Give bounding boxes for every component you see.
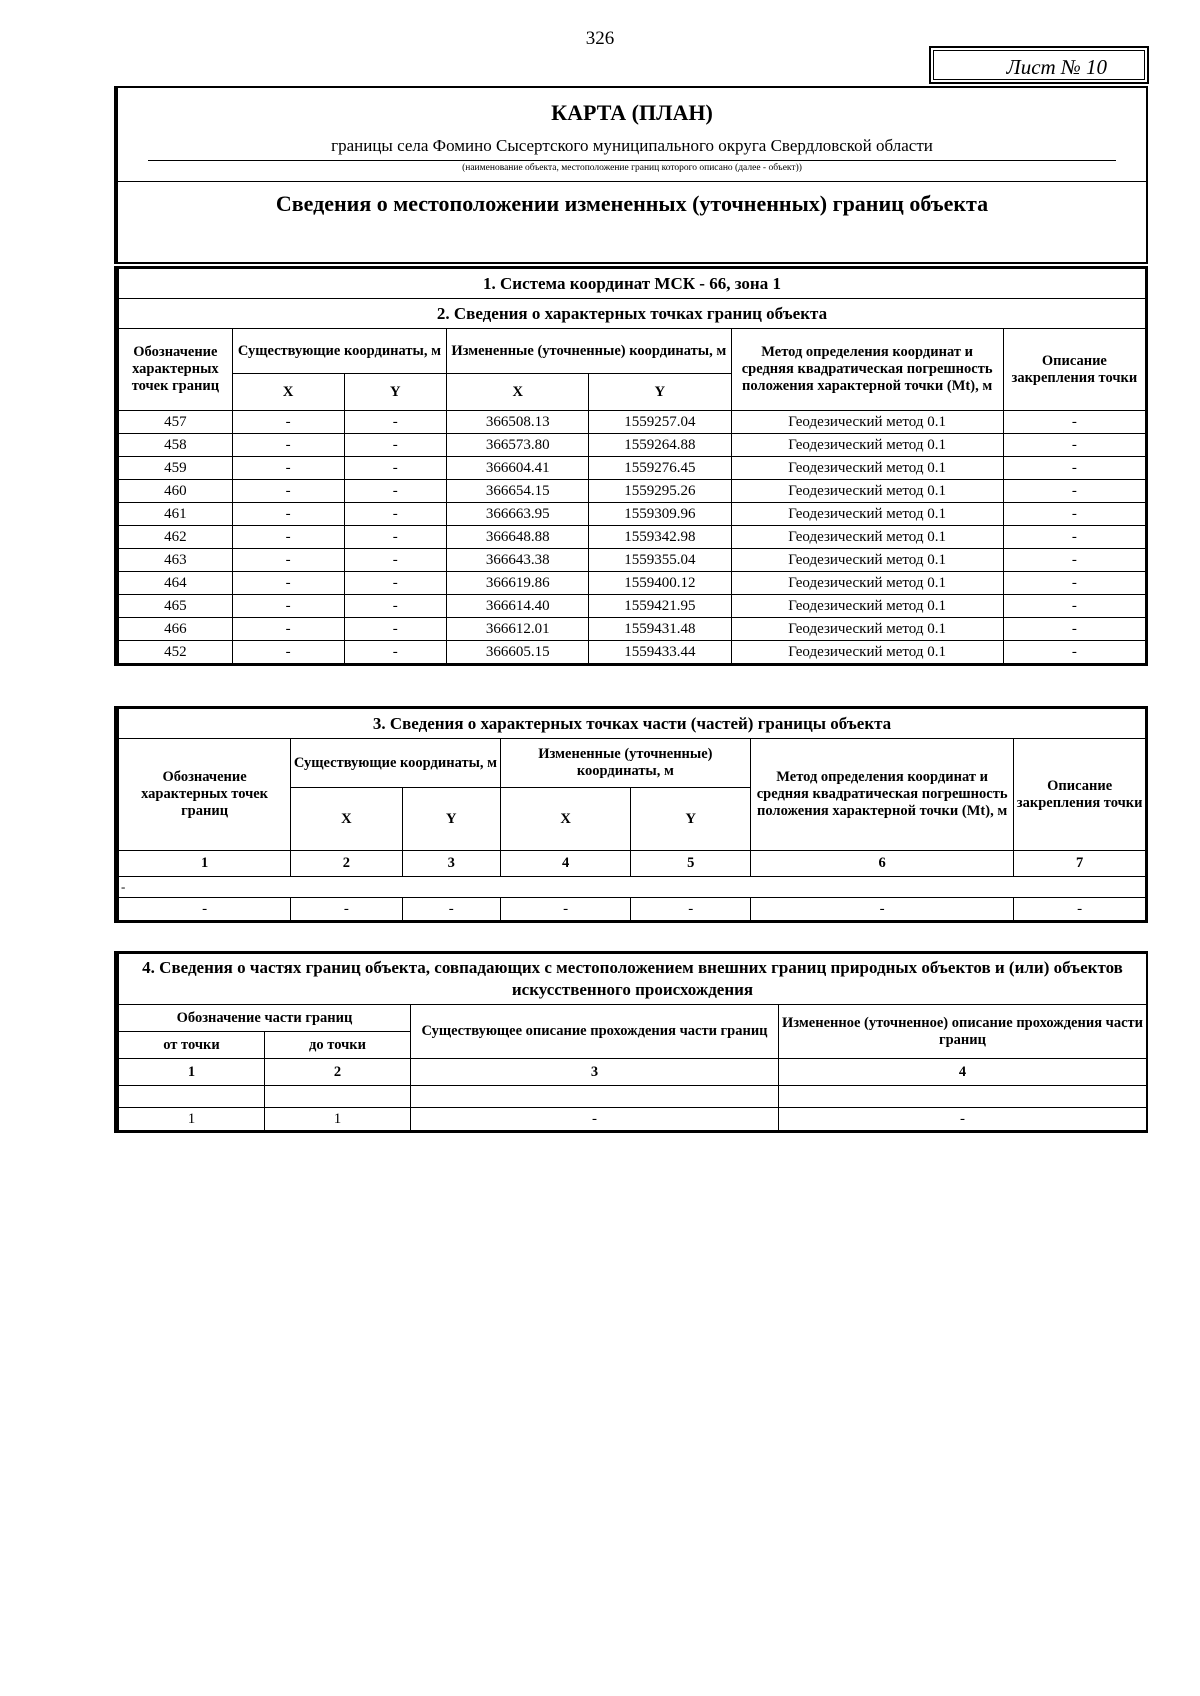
t4-col-changed-header: Измененное (уточненное) описание прохождения части границ [779, 1005, 1147, 1059]
col-existing-x: X [232, 374, 344, 411]
table-cell-y: 1559264.88 [589, 434, 731, 457]
table-row [119, 434, 1146, 457]
col-method-header: Метод определения координат и средняя квадратическая погрешность положения характерной точки (Mt), м [731, 329, 1003, 411]
table-cell-x: 366612.01 [447, 618, 589, 641]
t3-num-4: 4 [500, 851, 631, 877]
t3-num-3: 3 [402, 851, 500, 877]
t3-cell: - [750, 898, 1013, 921]
t3-cell: - [402, 898, 500, 921]
table-row [119, 1108, 1147, 1131]
t4-num-1: 1 [119, 1059, 265, 1086]
table-cell-ey: - [344, 641, 447, 664]
header-separator [118, 181, 1146, 182]
table-cell-ex: - [232, 595, 344, 618]
table-cell-ey: - [344, 434, 447, 457]
t3-part-row [119, 877, 1146, 898]
table-row [119, 457, 1146, 480]
table-cell-ey: - [344, 618, 447, 641]
table3-caption: 3. Сведения о характерных точках части (частей) границы объекта [119, 709, 1146, 739]
table-cell-x: 366604.41 [447, 457, 589, 480]
t4-cell: 1 [265, 1108, 411, 1131]
t4-blank-row [119, 1086, 1147, 1108]
t3-cell: - [119, 898, 291, 921]
object-note: (наименование объекта, местоположение границ которого описано (далее - объект)) [462, 163, 802, 173]
section-title: Сведения о местоположении измененных (уточненных) границ объекта [275, 191, 989, 216]
t3-col-point-header: Обозначение характерных точек границ [119, 739, 291, 851]
col-changed-x: X [447, 374, 589, 411]
table-cell-method: Геодезический метод 0.1 [731, 457, 1003, 480]
table-cell-ex: - [232, 618, 344, 641]
table-cell-ex: - [232, 503, 344, 526]
t4-blank-cell [779, 1086, 1147, 1108]
table-cell-y: 1559295.26 [589, 480, 731, 503]
table-cell-ey: - [344, 503, 447, 526]
table-cell-method: Геодезический метод 0.1 [731, 549, 1003, 572]
t3-col-method-header: Метод определения координат и средняя квадратическая погрешность положения характерной точки (Mt), м [750, 739, 1013, 851]
table-cell-ex: - [232, 641, 344, 664]
table-cell-point: 464 [119, 572, 233, 595]
table-cell-y: 1559342.98 [589, 526, 731, 549]
t4-num-3: 3 [411, 1059, 779, 1086]
t4-number-row [119, 1059, 1147, 1086]
table-caption: 2. Сведения о характерных точках границ объекта [119, 299, 1146, 329]
table-cell-point: 457 [119, 411, 233, 434]
t3-col-changed-header: Измененные (уточненные) координаты, м [500, 739, 750, 788]
table-cell-method: Геодезический метод 0.1 [731, 503, 1003, 526]
t4-cell: 1 [119, 1108, 265, 1131]
table-cell-x: 366573.80 [447, 434, 589, 457]
table-cell-ex: - [232, 411, 344, 434]
t3-cell: - [291, 898, 402, 921]
table-cell-method: Геодезический метод 0.1 [731, 595, 1003, 618]
table-row [119, 549, 1146, 572]
t3-cell: - [500, 898, 631, 921]
table-cell-point: 459 [119, 457, 233, 480]
t4-blank-cell [411, 1086, 779, 1108]
table-cell-ey: - [344, 526, 447, 549]
table-row [119, 526, 1146, 549]
col-changed-header: Измененные (уточненные) координаты, м [447, 329, 731, 374]
col-desc-header: Описание закрепления точки [1003, 329, 1145, 411]
t3-num-6: 6 [750, 851, 1013, 877]
t4-col-part-header: Обозначение части границ [119, 1005, 411, 1032]
table-row [119, 503, 1146, 526]
t4-blank-cell [119, 1086, 265, 1108]
table-row [119, 572, 1146, 595]
t3-col-existing-header: Существующие координаты, м [291, 739, 501, 788]
table-cell-method: Геодезический метод 0.1 [731, 641, 1003, 664]
table-cell-x: 366508.13 [447, 411, 589, 434]
t3-col-desc-header: Описание закрепления точки [1014, 739, 1146, 851]
t3-col-changed-x: X [500, 788, 631, 851]
t3-num-2: 2 [291, 851, 402, 877]
table4-caption: 4. Сведения о частях границ объекта, совпадающих с местоположением внешних границ природных объектов и (или) объектов искусственного происхождения [119, 954, 1147, 1005]
table-row [119, 411, 1146, 434]
table-cell-point: 462 [119, 526, 233, 549]
table-cell-y: 1559309.96 [589, 503, 731, 526]
t3-col-existing-x: X [291, 788, 402, 851]
t4-blank-cell [265, 1086, 411, 1108]
table-cell-x: 366619.86 [447, 572, 589, 595]
sheet-label: Лист № 10 [929, 46, 1149, 84]
t4-num-4: 4 [779, 1059, 1147, 1086]
table-cell-ey: - [344, 411, 447, 434]
object-name: границы села Фомино Сысертского муниципального округа Свердловской области [331, 136, 933, 155]
table-row [119, 641, 1146, 664]
table-cell-point: 460 [119, 480, 233, 503]
table-cell-desc: - [1003, 434, 1145, 457]
table-cell-x: 366648.88 [447, 526, 589, 549]
t3-num-5: 5 [631, 851, 751, 877]
table-row [119, 898, 1146, 921]
col-existing-header: Существующие координаты, м [232, 329, 446, 374]
col-changed-y: Y [589, 374, 731, 411]
table-cell-desc: - [1003, 641, 1145, 664]
t3-col-existing-y: Y [402, 788, 500, 851]
table-cell-point: 458 [119, 434, 233, 457]
table-row [119, 480, 1146, 503]
page-number: 326 [585, 28, 615, 49]
t4-col-existing-header: Существующее описание прохождения части границ [411, 1005, 779, 1059]
table-cell-desc: - [1003, 411, 1145, 434]
table-cell-desc: - [1003, 595, 1145, 618]
table-cell-y: 1559276.45 [589, 457, 731, 480]
natural-boundaries-table [118, 953, 1147, 1131]
table-cell-x: 366643.38 [447, 549, 589, 572]
table-cell-ex: - [232, 434, 344, 457]
col-existing-y: Y [344, 374, 447, 411]
boundary-points-table-block [114, 266, 1148, 666]
table-cell-point: 465 [119, 595, 233, 618]
table-row [119, 595, 1146, 618]
table-cell-x: 366663.95 [447, 503, 589, 526]
table-cell-desc: - [1003, 572, 1145, 595]
t4-cell: - [779, 1108, 1147, 1131]
part-points-table-block [114, 706, 1148, 923]
table-cell-desc: - [1003, 549, 1145, 572]
table-cell-ey: - [344, 457, 447, 480]
table-cell-method: Геодезический метод 0.1 [731, 434, 1003, 457]
table-cell-ex: - [232, 480, 344, 503]
table-row [119, 618, 1146, 641]
table-cell-x: 366614.40 [447, 595, 589, 618]
table-cell-method: Геодезический метод 0.1 [731, 480, 1003, 503]
table-cell-desc: - [1003, 480, 1145, 503]
table-cell-point: 461 [119, 503, 233, 526]
t3-cell: - [631, 898, 751, 921]
coordinate-system: 1. Система координат МСК - 66, зона 1 [119, 269, 1146, 299]
t3-col-changed-y: Y [631, 788, 751, 851]
table-cell-ex: - [232, 457, 344, 480]
table-cell-method: Геодезический метод 0.1 [731, 411, 1003, 434]
t4-col-from: от точки [119, 1032, 265, 1059]
table-cell-desc: - [1003, 503, 1145, 526]
table-cell-y: 1559431.48 [589, 618, 731, 641]
header-block [114, 86, 1148, 264]
t3-cell: - [1014, 898, 1146, 921]
col-point-header: Обозначение характерных точек границ [119, 329, 233, 411]
table-cell-point: 463 [119, 549, 233, 572]
table-cell-method: Геодезический метод 0.1 [731, 526, 1003, 549]
t4-col-to: до точки [265, 1032, 411, 1059]
underline-rule [148, 160, 1116, 161]
table-cell-y: 1559400.12 [589, 572, 731, 595]
table-cell-x: 366654.15 [447, 480, 589, 503]
table-cell-y: 1559433.44 [589, 641, 731, 664]
t3-number-row [119, 851, 1146, 877]
table-cell-ey: - [344, 480, 447, 503]
t4-cell: - [411, 1108, 779, 1131]
table-cell-ex: - [232, 572, 344, 595]
table-cell-method: Геодезический метод 0.1 [731, 572, 1003, 595]
table-cell-ey: - [344, 595, 447, 618]
table-cell-y: 1559257.04 [589, 411, 731, 434]
table-cell-y: 1559355.04 [589, 549, 731, 572]
table-cell-ex: - [232, 526, 344, 549]
boundary-points-table [118, 268, 1146, 664]
table-cell-ey: - [344, 572, 447, 595]
table-cell-y: 1559421.95 [589, 595, 731, 618]
table-cell-x: 366605.15 [447, 641, 589, 664]
table-cell-point: 466 [119, 618, 233, 641]
t3-num-1: 1 [119, 851, 291, 877]
part-points-table [118, 708, 1146, 921]
t3-num-7: 7 [1014, 851, 1146, 877]
table-cell-ex: - [232, 549, 344, 572]
table-cell-method: Геодезический метод 0.1 [731, 618, 1003, 641]
table-cell-desc: - [1003, 618, 1145, 641]
t4-num-2: 2 [265, 1059, 411, 1086]
table-cell-point: 452 [119, 641, 233, 664]
table-cell-desc: - [1003, 526, 1145, 549]
natural-boundaries-table-block [114, 951, 1148, 1133]
map-title: КАРТА (ПЛАН) [551, 100, 713, 125]
t3-part-label: - [119, 877, 1146, 898]
table-cell-desc: - [1003, 457, 1145, 480]
table-cell-ey: - [344, 549, 447, 572]
